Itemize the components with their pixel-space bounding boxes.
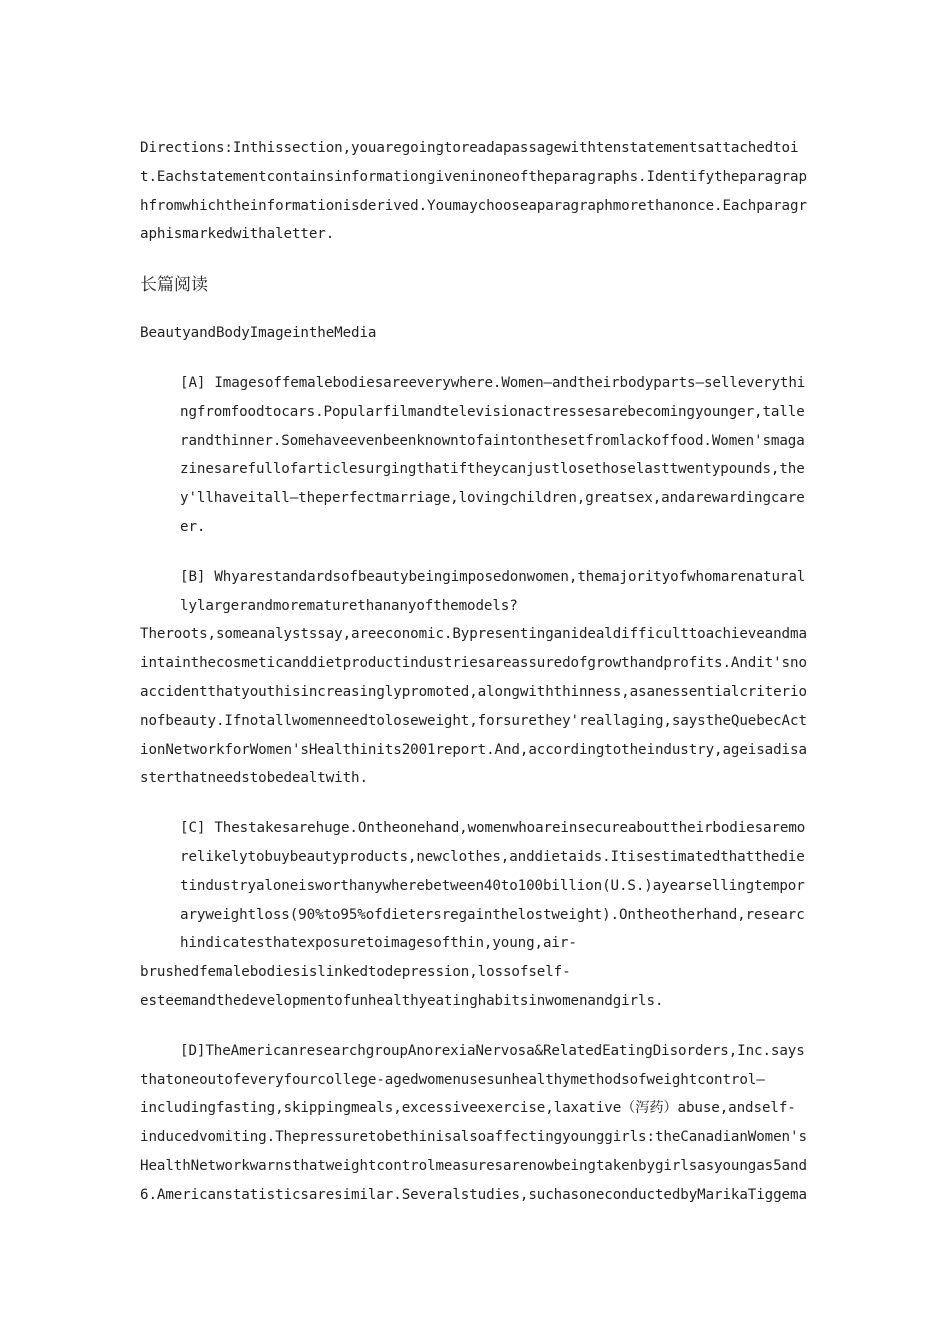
- paragraph-label: [C]: [180, 820, 206, 837]
- paragraph-d: [140, 1037, 812, 1210]
- section-heading: 长篇阅读: [140, 275, 208, 296]
- paragraph-b: [140, 563, 812, 793]
- paragraph-text: TheAmericanresearchgroupAnorexiaNervosa&RelatedEatingDisorders,Inc.says: [205, 1042, 805, 1059]
- paragraph-text: Thestakesarehuge.Ontheonehand,womenwhoareinsecureabouttheirbodiesaremorelikelytobuybeautyproducts,newclothes,anddietaids.Itisestimatedthatthedietindustryaloneisworthanywherebetween40to100billion(U.S.)ayearsellingtemporaryweightloss(90%to95%ofdietersregainthelostweight).Ontheotherhand,researchindicatesthatexposuretoimagesofthin,young,air-: [180, 820, 806, 952]
- paragraph-text: Whyarestandardsofbeautybeingimposedonwomen,themajorityofwhomarenaturallylargerandmorematurethananyofthemodels?: [180, 568, 806, 614]
- paragraph-text: thatoneoutofeveryfourcollege-agedwomenusesunhealthymethodsofweightcontrol—: [140, 1071, 765, 1088]
- passage-title: BeautyandBodyImageintheMedia: [140, 325, 377, 342]
- paragraph-label: [A]: [180, 374, 206, 391]
- paragraph-text: includingfasting,skippingmeals,excessiveexercise,laxative（泻药）abuse,andself-: [140, 1100, 796, 1117]
- document-page: [140, 134, 812, 1210]
- paragraph-text: brushedfemalebodiesislinkedtodepression,lossofself-: [140, 964, 571, 981]
- paragraph-text: inducedvomiting.Thepressuretobethinisalsoaffectingyounggirls:theCanadianWomen'sHealthNetworkwarnsthatweightcontrolmeasuresarenowbeingtakenbygirlsasyoungas5and6.Americanstatisticsaresimilar.Severalstudies,suchasoneconductedbyMarikaTiggema: [140, 1129, 807, 1203]
- paragraph-text: esteemandthedevelopmentofunhealthyeatinghabitsinwomenandgirls.: [140, 992, 664, 1009]
- paragraph-label: [B]: [180, 568, 206, 585]
- paragraph-text: Theroots,someanalystssay,areeconomic.Bypresentinganidealdifficulttoachieveandmaintainthecosmeticanddietproductindustriesareassuredofgrowthandprofits.Andit'snoaccidentthatyouthisincreasinglypromoted,alongwiththinness,asanessentialcriterionofbeauty.Ifnotallwomenneedtoloseweight,forsurethey'reallaging,saystheQuebecActionNetworkforWomen'sHealthinits2001report.And,accordingtotheindustry,ageisadisasterthatneedstobedealtwith.: [140, 626, 807, 787]
- paragraph-text: Imagesoffemalebodiesareeverywhere.Women—andtheirbodyparts—selleverythingfromfoodtocars.Popularfilmandtelevisionactressesarebecomingyounger,tallerandthinner.Somehaveevenbeenknowntofaintonthesetfromlackoffood.Women'smagazinesarefullofarticlesurgingthatiftheycanjustlosethoselasttwentypounds,they'llhaveitall—theperfectmarriage,lovingchildren,greatsex,andarewardingcareer.: [180, 374, 806, 535]
- paragraph-label: [D]: [180, 1042, 206, 1059]
- paragraph-c: [140, 814, 812, 1016]
- paragraph-a: [140, 369, 812, 542]
- directions-text: Directions:Inthissection,youaregoingtoreadapassagewithtenstatementsattachedtoit.Eachstatementcontainsinformationgiveninoneoftheparagraphs.Identifytheparagraphfromwhichtheinformationisderived.Youmaychooseaparagraphmorethanonce.Eachparagraphismarkedwithaletter.: [140, 140, 807, 243]
